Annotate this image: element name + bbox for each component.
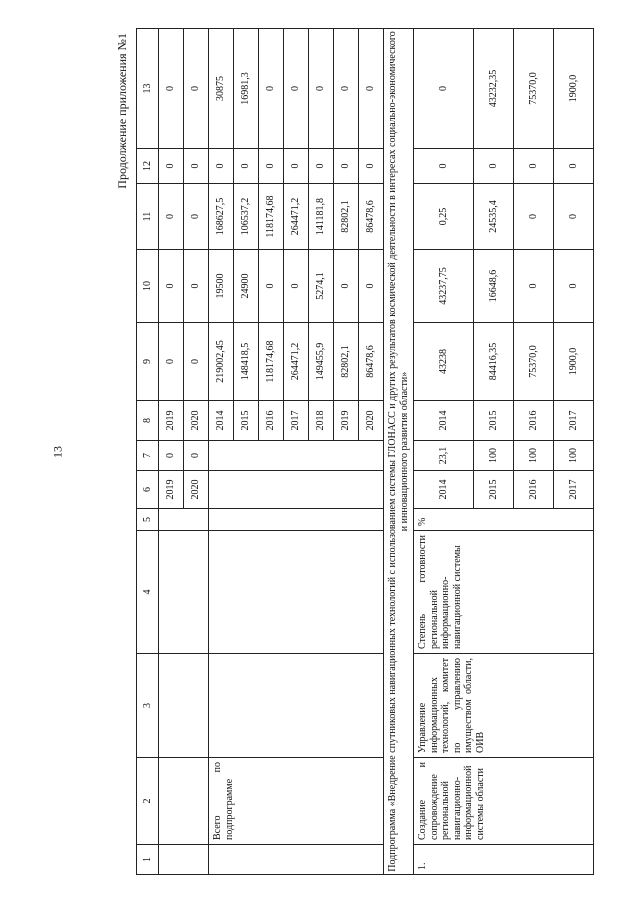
event-cell: Создание и сопровождение региональной навигационно-информационной системы области [414,758,594,845]
value-cell: 0 [159,149,184,184]
page-number: 13 [50,446,65,458]
value-cell: 2014 [414,401,474,441]
column-number-cell: 10 [137,250,159,323]
value-cell: 2016 [514,401,554,441]
value-cell: 2018 [309,401,334,441]
table-row [159,29,184,875]
empty-cell [159,654,209,758]
column-number-cell: 3 [137,654,159,758]
value-cell: 2015 [234,401,259,441]
value-cell: 2019 [334,401,359,441]
column-number-cell: 4 [137,531,159,654]
column-number-cell: 5 [137,509,159,531]
executor-cell: Управление информационных технологий, комитет по управлению имуществом области, ОИВ [414,654,594,758]
item-number-cell: 1. [414,845,594,875]
value-cell: 149455,9 [309,323,334,401]
unit-cell: % [414,509,594,531]
value-cell: 1900,0 [554,29,594,149]
value-cell: 16648,6 [474,250,514,323]
empty-cell [209,845,384,875]
total-label-cell: Всего по подпрограмме [209,758,384,845]
appendix-heading: Продолжение приложения №1 [115,33,129,189]
value-cell: 86478,6 [359,184,384,250]
value-cell: 0 [259,149,284,184]
value-cell: 0 [334,29,359,149]
value-cell: 0,25 [414,184,474,250]
value-cell: 0 [359,29,384,149]
value-cell: 2016 [259,401,284,441]
value-cell: 0 [284,149,309,184]
column-number-cell: 2 [137,758,159,845]
value-cell: 0 [474,149,514,184]
value-cell: 0 [159,250,184,323]
value-cell: 0 [309,29,334,149]
empty-cell [159,509,209,531]
value-cell: 0 [554,184,594,250]
value-cell: 0 [184,149,209,184]
indicator-cell: Степень готовности региональной информационно-навигационной системы [414,531,594,654]
value-cell: 264471,2 [284,323,309,401]
value-cell: 43238 [414,323,474,401]
value-cell: 2014 [414,471,474,509]
value-cell: 0 [184,441,209,471]
value-cell: 2017 [554,471,594,509]
value-cell: 0 [184,184,209,250]
column-number-cell: 7 [137,441,159,471]
value-cell: 0 [159,323,184,401]
value-cell: 0 [184,29,209,149]
value-cell: 0 [359,149,384,184]
empty-cell [159,531,209,654]
value-cell: 0 [414,29,474,149]
value-cell: 2017 [554,401,594,441]
value-cell: 0 [359,250,384,323]
header-row [137,29,159,875]
section-title-row [384,29,414,875]
value-cell: 2015 [474,471,514,509]
value-cell: 0 [159,29,184,149]
value-cell: 100 [554,441,594,471]
value-cell: 0 [284,29,309,149]
value-cell: 0 [334,250,359,323]
value-cell: 0 [159,441,184,471]
value-cell: 0 [234,149,259,184]
value-cell: 2020 [184,471,209,509]
value-cell: 2019 [159,471,184,509]
column-number-cell: 9 [137,323,159,401]
value-cell: 0 [309,149,334,184]
column-number-cell: 6 [137,471,159,509]
value-cell: 0 [184,250,209,323]
column-number-cell: 12 [137,149,159,184]
value-cell: 5274,1 [309,250,334,323]
value-cell: 0 [514,250,554,323]
value-cell: 0 [554,149,594,184]
column-number-cell: 11 [137,184,159,250]
value-cell: 0 [414,149,474,184]
rotated-page-content [102,29,586,875]
value-cell: 2017 [284,401,309,441]
value-cell: 1900,0 [554,323,594,401]
value-cell: 0 [284,250,309,323]
value-cell: 0 [209,149,234,184]
empty-cell [209,531,384,654]
table-body [137,29,594,875]
table-row [209,29,234,875]
value-cell: 264471,2 [284,184,309,250]
value-cell: 82802,1 [334,323,359,401]
value-cell: 100 [474,441,514,471]
value-cell: 2019 [159,401,184,441]
value-cell: 24900 [234,250,259,323]
value-cell: 86478,6 [359,323,384,401]
value-cell: 75370,0 [514,323,554,401]
value-cell: 118174,68 [259,323,284,401]
value-cell: 75370,0 [514,29,554,149]
value-cell: 100 [514,441,554,471]
empty-cell [209,509,384,531]
value-cell: 43237,75 [414,250,474,323]
value-cell: 2016 [514,471,554,509]
value-cell: 0 [514,149,554,184]
value-cell: 0 [184,323,209,401]
value-cell: 106537,2 [234,184,259,250]
value-cell: 2015 [474,401,514,441]
table-row [414,29,474,875]
value-cell: 2020 [184,401,209,441]
value-cell: 219002,45 [209,323,234,401]
value-cell: 43232,35 [474,29,514,149]
value-cell: 148418,5 [234,323,259,401]
value-cell: 16981,3 [234,29,259,149]
empty-cell [159,845,209,875]
value-cell: 0 [259,250,284,323]
value-cell: 2014 [209,401,234,441]
empty-cell [209,441,384,471]
column-number-cell: 1 [137,845,159,875]
value-cell: 0 [514,184,554,250]
section-title-cell: Подпрограмма «Внедрение спутниковых навигационных технологий с использованием системы ГЛОНАСС и других результатов космической деятельности в интересах социально-экономического и инновационного развития области» [384,29,414,875]
empty-cell [209,471,384,509]
value-cell: 0 [554,250,594,323]
empty-cell [159,758,209,845]
value-cell: 0 [159,184,184,250]
value-cell: 0 [334,149,359,184]
column-number-cell: 8 [137,401,159,441]
value-cell: 24535,4 [474,184,514,250]
value-cell: 118174,68 [259,184,284,250]
value-cell: 168627,5 [209,184,234,250]
value-cell: 23,1 [414,441,474,471]
value-cell: 0 [259,29,284,149]
value-cell: 19500 [209,250,234,323]
column-number-cell: 13 [137,29,159,149]
empty-cell [209,654,384,758]
value-cell: 82802,1 [334,184,359,250]
value-cell: 30875 [209,29,234,149]
value-cell: 141181,8 [309,184,334,250]
program-table [136,28,594,875]
value-cell: 84416,35 [474,323,514,401]
value-cell: 2020 [359,401,384,441]
